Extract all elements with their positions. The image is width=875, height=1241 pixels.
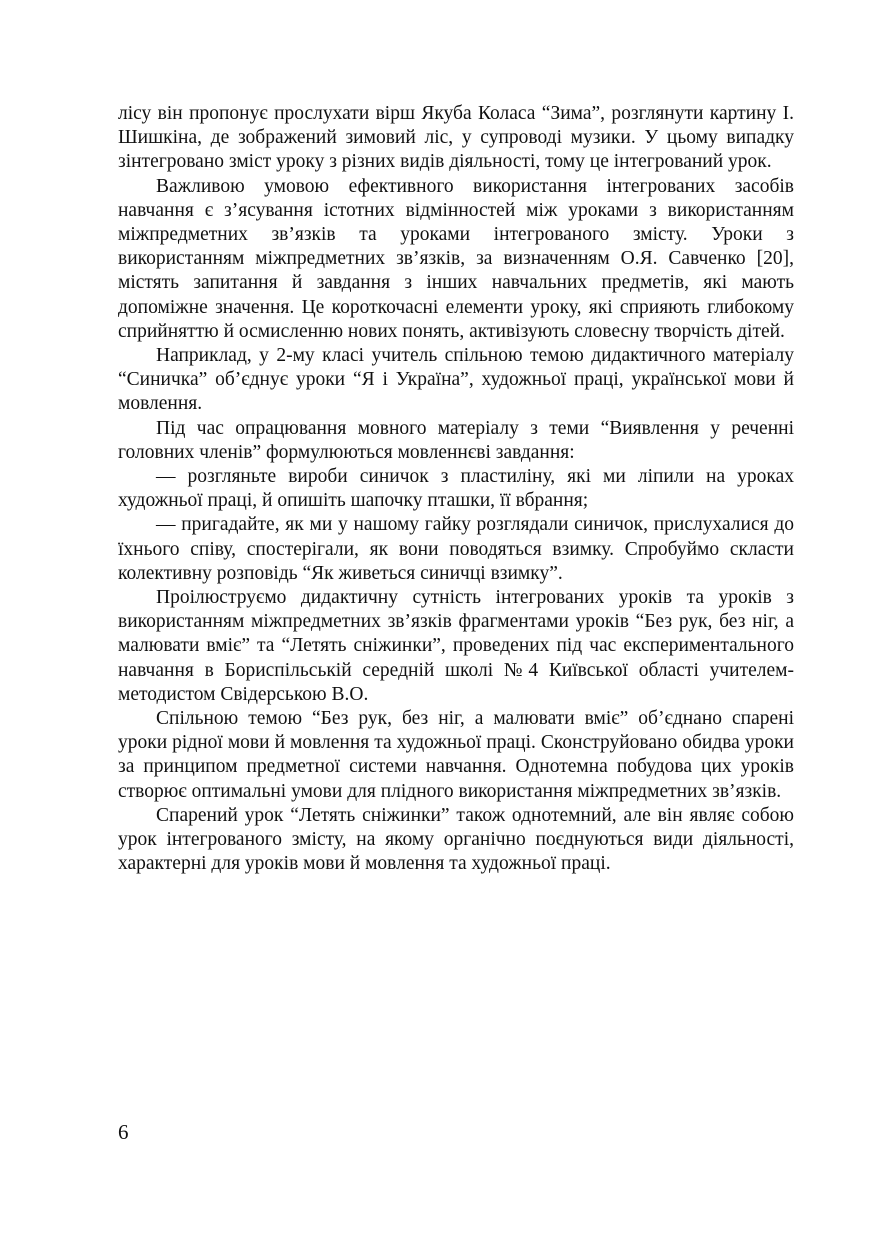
body-text	[118, 102, 794, 877]
list-item: — пригадайте, як ми у нашому гайку розглядали синичок, прислухалися до їхнього співу, спостерігали, як вони поводяться взимку. Спробуймо скласти колективну розповідь “Як живеться синичці взимку”.	[118, 514, 794, 584]
paragraph: Під час опрацювання мовного матеріалу з теми “Виявлення у реченні головних членів” формулюються мовленнєві завдання:	[118, 417, 794, 463]
page-number: 6	[118, 1120, 129, 1144]
list-item: — розгляньте вироби синичок з пластиліну, які ми ліпили на уроках художньої праці, й опишіть шапочку пташки, її вбрання;	[118, 466, 794, 512]
paragraph: Важливою умовою ефективного використання інтегрованих засобів навчання є з’ясування істотних відмінностей між уроками з використанням міжпредметних зв’язків та уроками інтегрованого змісту. Уроки з використанням міжпредметних зв’язків, за визначенням О.Я. Савченко [20], містять запитання й завдання з інших навчальних предметів, які мають допоміжне значення. Це короткочасні елементи уроку, які сприяють глибокому сприйняттю й осмисленню нових понять, активізують словесну творчість дітей.	[118, 175, 794, 342]
paragraph-continuation: лісу він пропонує прослухати вірш Якуба Коласа “Зима”, розглянути картину І. Шишкіна, де зображений зимовий ліс, у супроводі музики. У цьому випадку зінтегровано зміст уроку з різних видів діяльності, тому це інтегрований урок.	[118, 103, 794, 173]
paragraph: Проілюструємо дидактичну сутність інтегрованих уроків та уроків з використанням міжпредметних зв’язків фрагментами уроків “Без рук, без ніг, а малювати вміє” та “Летять сніжинки”, проведених під час експериментального навчання в Бориспільській середній школі №4 Київської області учителем-методистом Свідерською В.О.	[118, 587, 794, 705]
paragraph: Спарений урок “Летять сніжинки” також однотемний, але він являє собою урок інтегрованого змісту, на якому органічно поєднуються види діяльності, характерні для уроків мови й мовлення та художньої праці.	[118, 804, 794, 875]
paragraph: Наприклад, у 2-му класі учитель спільною темою дидактичного матеріалу “Синичка” об’єднує уроки “Я і Україна”, художньої праці, української мови й мовлення.	[118, 345, 794, 415]
paragraph: Спільною темою “Без рук, без ніг, а малювати вміє” об’єднано спарені уроки рідної мови й мовлення та художньої праці. Сконструйовано обидва уроки за принципом предметної системи навчання. Однотемна побудова цих уроків створює оптимальні умови для плідного використання міжпредметних зв’язків.	[118, 708, 794, 802]
